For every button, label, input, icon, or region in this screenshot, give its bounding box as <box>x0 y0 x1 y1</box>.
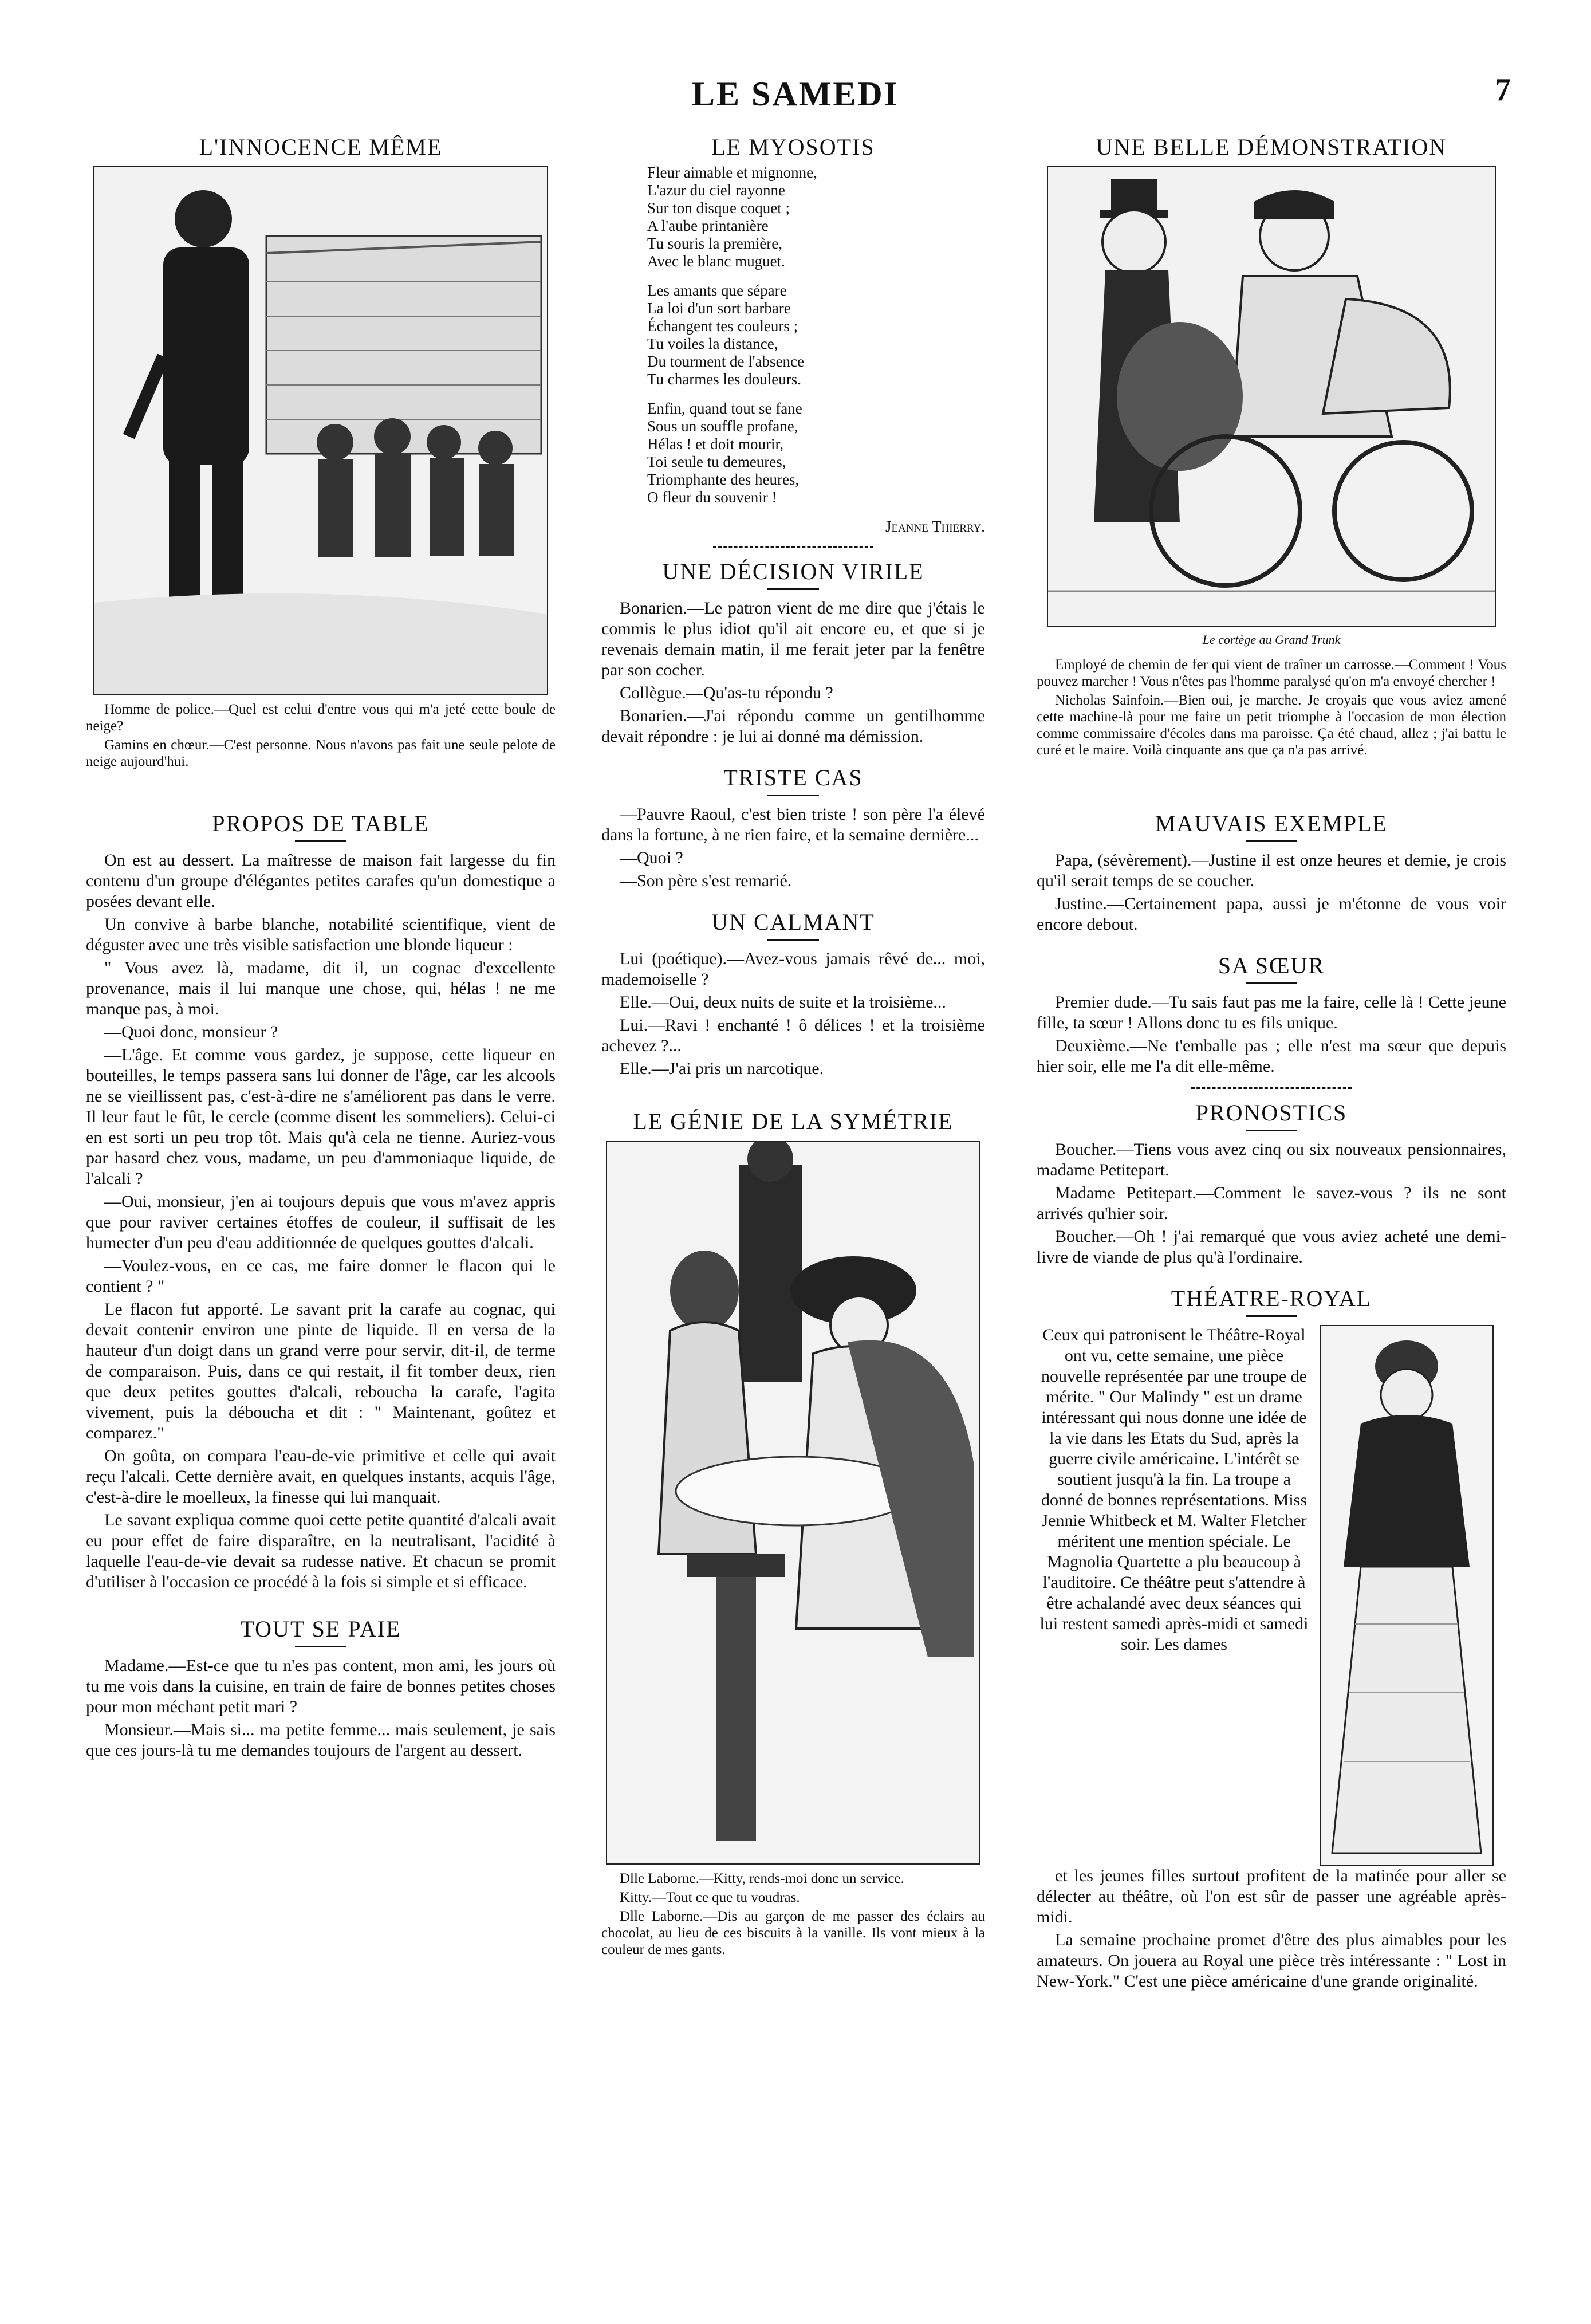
paragraph: " Vous avez là, madame, dit il, un cognac d'excellente provenance, mais il lui manque une chose, qui, hélas ! ne me manque pas, à moi. <box>86 958 556 1019</box>
verse: Toi seule tu demeures, <box>647 453 786 470</box>
paragraph: Premier dude.—Tu sais faut pas me la faire, celle là ! Cette jeune fille, ta sœur ! Allons donc tu es fils unique. <box>1037 993 1506 1032</box>
divider <box>713 546 873 548</box>
carriage-illustration <box>1047 166 1496 627</box>
paragraph: Lui.—Ravi ! enchanté ! ô délices ! et la troisième achevez ?... <box>601 1016 985 1055</box>
paragraph: Deuxième.—Ne t'emballe pas ; elle n'est ma sœur que depuis hier soir, elle me l'a dit elle-même. <box>1037 1036 1506 1076</box>
column-right <box>1037 123 1506 1994</box>
theatre-title: THÉATRE-ROYAL <box>1171 1285 1372 1311</box>
caption-line: Kitty.—Tout ce que tu voudras. <box>620 1890 800 1905</box>
paragraph: Le flacon fut apporté. Le savant prit la carafe au cognac, qui devait contenir environ une pinte de liquide. Il en versa de la hauteur d'un doigt dans un grand verre pour servir, dit-il, de terme de comparaison. Puis, dans ce qui restait, il fit tomber deux, rien que deux petites gouttes d'alcali, reboucha la carafe, l'agita vivement, puis la déboucha et dit : " Maintenant, goûtez et comparez." <box>86 1300 556 1442</box>
paragraph: —Voulez-vous, en ce cas, me faire donner le flacon qui le contient ? " <box>86 1256 556 1296</box>
verse: La loi d'un sort barbare <box>647 300 791 317</box>
verse: Sous un souffle profane, <box>647 418 798 435</box>
paragraph: On est au dessert. La maîtresse de maison fait largesse du fin contenu d'un groupe d'élégantes petites carafes qu'un domestique a posées devant elle. <box>86 851 556 911</box>
paragraph: La semaine prochaine promet d'être des plus aimables pour les amateurs. On jouera au Royal une pièce très intéressante : " Lost in New-York." C'est une pièce américaine d'une grande originalité. <box>1037 1930 1506 1991</box>
tout-title: TOUT SE PAIE <box>240 1616 401 1642</box>
verse: Avec le blanc muguet. <box>647 253 785 270</box>
paragraph: Ceux qui patronisent le Théâtre-Royal ont vu, cette semaine, une pièce nouvelle représentée par une troupe de mérite. " Our Malindy " est un drame intéressant qui nous donne une idée de la vie dans les Etats du Sud, après la guerre civile américaine. L'intérêt se soutient jusqu'à la fin. La troupe a donné de bonnes représentations. Miss Jennie Whitbeck et M. Walter Fletcher méritent une mention spéciale. Le Magnolia Quartette a plu beaucoup à l'auditoire. Ce théâtre peut s'attendre à être achalandé avec deux séances qui lui restent samedi après-midi et samedi soir. Les dames <box>1039 1326 1309 1654</box>
divider <box>1246 1130 1297 1131</box>
paragraph: Collègue.—Qu'as-tu répondu ? <box>620 683 833 702</box>
paragraph: et les jeunes filles surtout profitent de la matinée pour aller se délecter au théâtre, où l'on est sûr de passer une agréable après-midi. <box>1037 1866 1506 1926</box>
paragraph: Monsieur.—Mais si... ma petite femme... mais seulement, je sais que ces jours-là tu me demandes toujours de l'argent au dessert. <box>86 1720 556 1760</box>
page-number: 7 <box>1495 72 1511 108</box>
innocence-title: L'INNOCENCE MÊME <box>199 134 443 160</box>
theatre-wrapped-text <box>1037 1325 1312 1866</box>
divider <box>767 588 819 590</box>
decision-title: UNE DÉCISION VIRILE <box>662 559 924 584</box>
column-left <box>86 123 556 1763</box>
verse: Les amants que sépare <box>647 282 787 299</box>
verse: Tu charmes les douleurs. <box>647 371 801 388</box>
paragraph: Boucher.—Oh ! j'ai remarqué que vous aviez acheté une demi-livre de viande de plus qu'à l'ordinaire. <box>1037 1227 1506 1267</box>
paragraph: Elle.—Oui, deux nuits de suite et la troisième... <box>620 993 946 1012</box>
caption-line: Dlle Laborne.—Kitty, rends-moi donc un service. <box>620 1871 904 1886</box>
paragraph: Justine.—Certainement papa, aussi je m'étonne de vous voir encore debout. <box>1037 894 1506 934</box>
calmant-title: UN CALMANT <box>711 909 875 935</box>
divider <box>1246 840 1297 842</box>
caption-line: Employé de chemin de fer qui vient de traîner un carrosse.—Comment ! Vous pouvez marcher ! Vous n'êtes pas l'homme paralysé qu'on m'a envoyé chercher ! <box>1037 657 1506 689</box>
stanza <box>647 164 985 270</box>
paragraph: Papa, (sévèrement).—Justine il est onze heures et demie, je crois qu'il serait temps de se coucher. <box>1037 851 1506 890</box>
poem-signature: Jeanne Thierry. <box>885 518 985 535</box>
paragraph: Lui (poétique).—Avez-vous jamais rêvé de... moi, mademoiselle ? <box>601 949 985 989</box>
paragraph: Bonarien.—J'ai répondu comme un gentilhomme devait répondre : je lui ai donné ma démission. <box>601 706 985 746</box>
verse: L'azur du ciel rayonne <box>647 182 785 199</box>
triste-title: TRISTE CAS <box>723 765 863 791</box>
divider <box>295 1646 346 1647</box>
verse: Enfin, quand tout se fane <box>647 400 802 417</box>
propos-body <box>86 850 556 1592</box>
verse: Triomphante des heures, <box>647 471 800 488</box>
paragraph: Madame Petitepart.—Comment le savez-vous ? ils ne sont arrivés qu'hier soir. <box>1037 1183 1506 1223</box>
mauvais-title: MAUVAIS EXEMPLE <box>1155 811 1388 836</box>
paragraph: Bonarien.—Le patron vient de me dire que j'étais le commis le plus idiot qu'il ait encore eu, et que si je revenais demain matin, il me ferait jeter par la fenêtre par son cocher. <box>601 599 985 679</box>
myosotis-poem <box>601 164 985 536</box>
divider <box>1191 1087 1352 1089</box>
propos-title: PROPOS DE TABLE <box>212 811 430 836</box>
theatre-block <box>1037 1325 1506 1866</box>
innocence-caption <box>86 701 556 770</box>
paragraph: On goûta, on compara l'eau-de-vie primitive et celle qui avait reçu l'alcali. Cette dernière avait, en quelques instants, acquis l'âge, c'est-à-dire le moelleux, la finesse qui lui manquait. <box>86 1446 556 1507</box>
divider <box>767 795 819 796</box>
paragraph: —Quoi donc, monsieur ? <box>104 1023 278 1041</box>
pronostics-title: PRONOSTICS <box>1195 1100 1348 1126</box>
paragraph: —Son père s'est remarié. <box>620 871 792 890</box>
stanza <box>647 282 985 388</box>
verse: Fleur aimable et mignonne, <box>647 164 817 181</box>
verse: Tu voiles la distance, <box>647 335 778 352</box>
paragraph: Un convive à barbe blanche, notabilité scientifique, vient de déguster avec une très visible satisfaction une blonde liqueur : <box>86 915 556 954</box>
caption-line: Nicholas Sainfoin.—Bien oui, je marche. Je croyais que vous aviez amené cette machine-là pour me faire un petit triomphe à l'occasion de mon élection comme commissaire d'écoles dans ma paroisse. Ça été chaud, allez ; j'ai battu le curé et le maire. Voilà cinquante ans que ça n'a pas arrivé. <box>1037 693 1506 758</box>
policeman-snowball-illustration <box>93 166 548 695</box>
belle-title: UNE BELLE DÉMONSTRATION <box>1096 134 1447 160</box>
actress-illustration <box>1320 1325 1494 1866</box>
caption-line: Homme de police.—Quel est celui d'entre vous qui m'a jeté cette boule de neige? <box>86 702 556 734</box>
paragraph: Le savant expliqua comme quoi cette petite quantité d'alcali avait eu pour effet de faire disparaître, en la neutralisant, l'acidité à laquelle l'eau-de-vie devait sa rudesse native. Et chacun se promit d'utiliser à l'occasion ce procédé à la fois si simple et si efficace. <box>86 1511 556 1591</box>
verse: Échangent tes couleurs ; <box>647 317 798 335</box>
genie-title: LE GÉNIE DE LA SYMÉTRIE <box>633 1108 954 1134</box>
divider <box>767 939 819 941</box>
paragraph: —Pauvre Raoul, c'est bien triste ! son père l'a élevé dans la fortune, à ne rien faire, et la semaine dernière... <box>601 805 985 844</box>
belle-caption <box>1037 656 1506 758</box>
paragraph: —L'âge. Et comme vous gardez, je suppose, cette liqueur en bouteilles, le temps passera sans lui donner de l'âge, car les alcools ne se vieillissent pas, c'est-à-dire ne s'améliorent pas dans le verre. Il leur faut le fût, le cercle (comme disent les sommeliers). Celui-ci en est sorti un peu trop tôt. Mais qu'à cela ne tienne. Auriez-vous par hasard chez vous, madame, un peu d'ammoniaque liquide, de l'alcali ? <box>86 1045 556 1188</box>
paragraph: —Quoi ? <box>620 848 683 867</box>
divider <box>1246 982 1297 984</box>
genie-caption <box>601 1870 985 1958</box>
verse: Hélas ! et doit mourir, <box>647 435 784 453</box>
paragraph: —Oui, monsieur, j'en ai toujours depuis que vous m'avez appris que pour raviver certaines étoffes de couleur, il suffisait de les humecter d'un peu d'eau additionnée de quelques gouttes d'alcali. <box>86 1192 556 1252</box>
caption-line: Dlle Laborne.—Dis au garçon de me passer des éclairs au chocolat, au lieu de ces biscuits à la vanille. Ils vont mieux à la couleur de mes gants. <box>601 1909 985 1957</box>
paragraph: Boucher.—Tiens vous avez cinq ou six nouveaux pensionnaires, madame Petitepart. <box>1037 1140 1506 1179</box>
illustration-label: Le cortège au Grand Trunk <box>1202 632 1341 647</box>
soeur-title: SA SŒUR <box>1218 953 1325 978</box>
stanza <box>647 400 985 506</box>
paragraph: Madame.—Est-ce que tu n'es pas content, mon ami, les jours où tu me vois dans la cuisine, en train de faire de bonnes petites choses pour mon méchant petit mari ? <box>86 1656 556 1716</box>
cafe-ladies-illustration <box>606 1141 980 1865</box>
column-middle <box>601 123 985 1960</box>
verse: O fleur du souvenir ! <box>647 489 777 506</box>
verse: A l'aube printanière <box>647 217 769 234</box>
verse: Sur ton disque coquet ; <box>647 199 790 217</box>
divider <box>1246 1315 1297 1317</box>
masthead-title: LE SAMEDI <box>691 75 900 113</box>
divider <box>295 840 346 842</box>
paragraph: Elle.—J'ai pris un narcotique. <box>620 1059 824 1078</box>
verse: Du tourment de l'absence <box>647 353 805 370</box>
verse: Tu souris la première, <box>647 235 782 252</box>
myosotis-title: LE MYOSOTIS <box>711 134 875 160</box>
caption-line: Gamins en chœur.—C'est personne. Nous n'avons pas fait une seule pelote de neige aujourd'hui. <box>86 737 556 769</box>
